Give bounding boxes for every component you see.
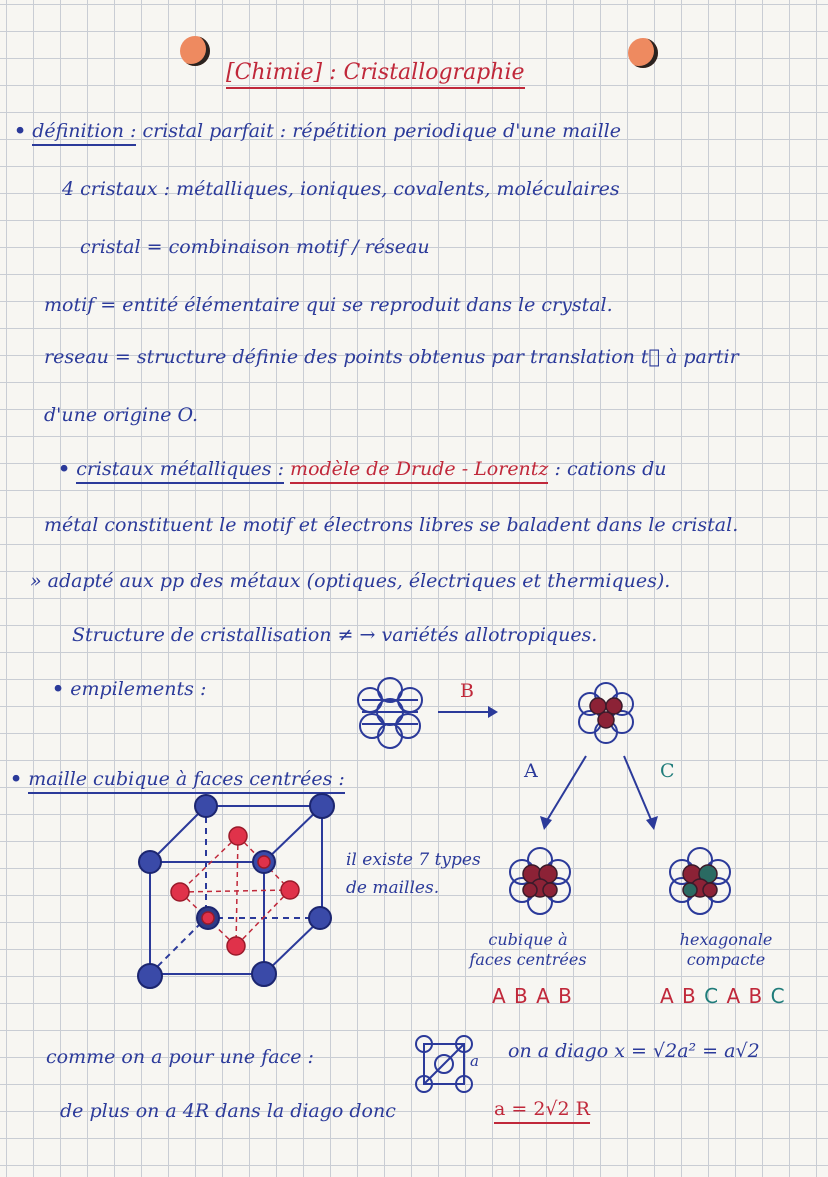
stack-label-a: A (524, 760, 538, 782)
stack-label-c: C (660, 760, 675, 782)
empilements-label: empilements : (70, 678, 207, 700)
cfc-sequence: A B A B (492, 984, 573, 1008)
adapte-line: » adapté aux pp des métaux (optiques, électriques et thermiques). (30, 570, 671, 592)
hc-seq-ab-1: A B (660, 984, 697, 1008)
binder-hole-left (180, 36, 210, 66)
bullet: • (10, 768, 23, 790)
definition-line (14, 120, 621, 142)
definition-label: définition : (32, 120, 136, 146)
face-side-label: a (470, 1052, 479, 1070)
hc-name: hexagonale compacte (679, 930, 773, 969)
hc-seq-c-2: C (770, 984, 786, 1008)
layer-cluster-top-left (358, 678, 422, 748)
layer-cluster-cfc (510, 848, 570, 914)
definition-text: cristal parfait : répétition periodique d'une maille (142, 120, 622, 142)
stack-label-b: B (460, 680, 474, 702)
cfc-label: maille cubique à faces centrées : (28, 768, 345, 794)
bullet: • (52, 678, 65, 700)
seven-types-text: il existe 7 types de mailles. (346, 850, 481, 898)
arrow-c (624, 756, 652, 822)
metal-crystals-text: : cations du (554, 458, 667, 480)
cfc-label-line (10, 768, 345, 790)
crystal-equation-line: cristal = combinaison motif / réseau (80, 236, 430, 258)
bullet: • (58, 458, 71, 480)
metal-crystals-line (58, 458, 667, 480)
empilements-line (52, 678, 206, 700)
arrow-a (546, 756, 586, 822)
page-title: [Chimie] : Cristallographie (226, 60, 525, 89)
hc-sequence (660, 984, 786, 1008)
drude-lorentz-label: modèle de Drude - Lorentz (290, 458, 548, 484)
layer-cluster-top-right (579, 683, 633, 743)
diagonal-equation: on a diago x = √2a² = a√2 (508, 1040, 760, 1062)
hc-seq-ab-2: A B (726, 984, 764, 1008)
reseau-line-2: d'une origine O. (44, 404, 199, 426)
metal-line-2: métal constituent le motif et électrons libres se baladent dans le cristal. (44, 514, 739, 536)
bullet: • (14, 120, 27, 142)
binder-hole-right (628, 38, 658, 68)
cfc-name: cubique à faces centrées (469, 930, 587, 969)
hc-seq-c-1: C (704, 984, 720, 1008)
motif-line: motif = entité élémentaire qui se reproduit dans le crystal. (44, 294, 613, 316)
result-formula: a = 2√2 R (494, 1098, 590, 1124)
metal-crystals-label: cristaux métalliques : (76, 458, 284, 484)
de-plus-line: de plus on a 4R dans la diago donc (60, 1100, 396, 1122)
four-crystals-line: 4 cristaux : métalliques, ioniques, covalents, moléculaires (62, 178, 620, 200)
structure-line: Structure de cristallisation ≠ → variétés allotropiques. (72, 624, 598, 646)
reseau-line-1: reseau = structure définie des points obtenus par translation t⃗ à partir (44, 346, 739, 368)
layer-cluster-hc (670, 848, 730, 914)
comme-face-line: comme on a pour une face : (46, 1046, 314, 1068)
